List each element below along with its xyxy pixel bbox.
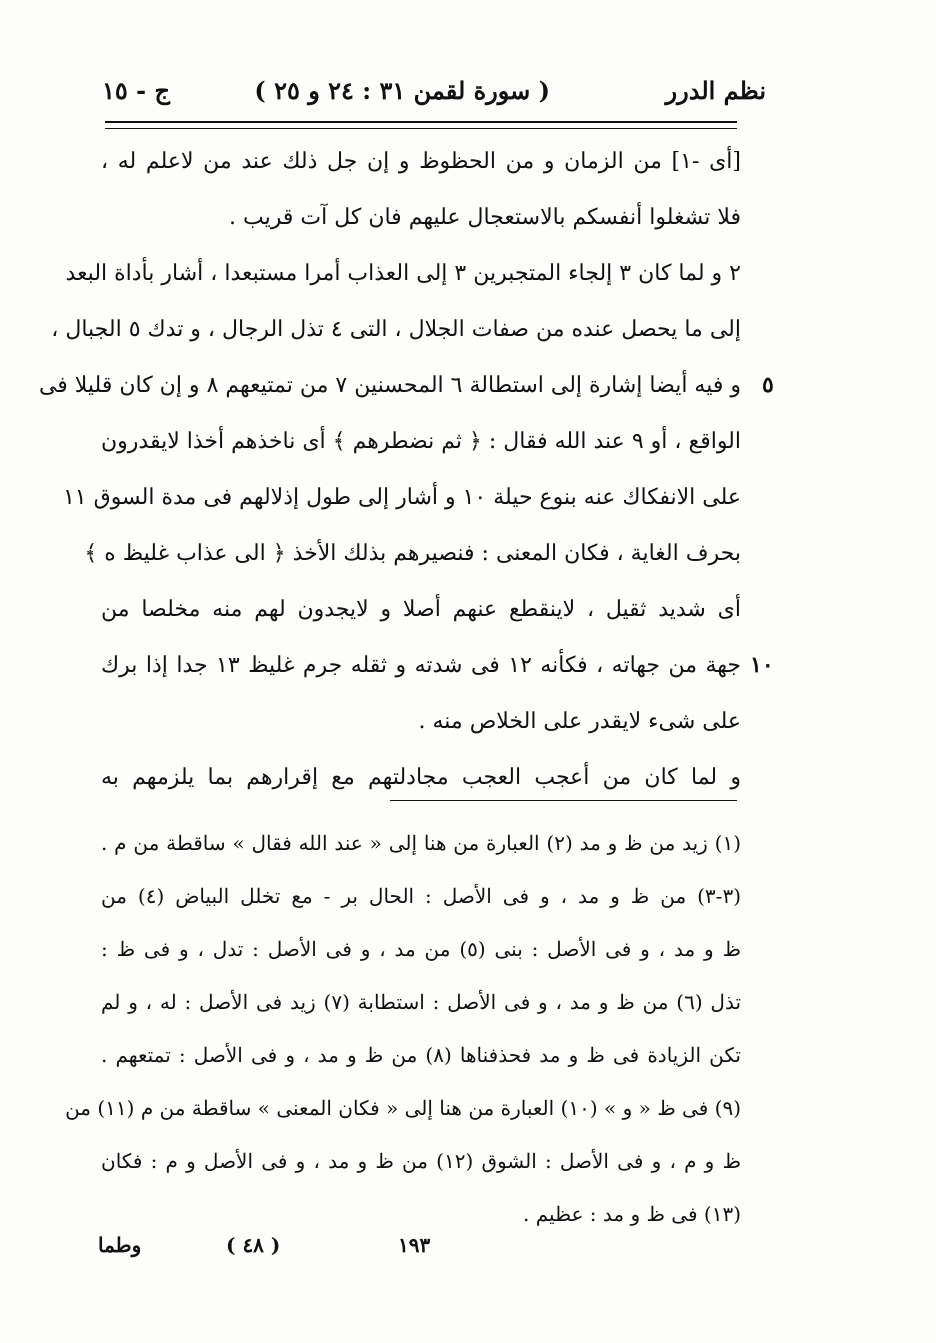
footnote-line: تذل (٦) من ظ و مد ، و فى الأصل : استطابة (٧) زيد فى الأصل : له ، و لم [101, 990, 742, 1014]
footnote-line: (٣-٣) من ظ و مد ، و فى الأصل : الحال بر - مع تخلل البياض (٤) من [101, 884, 741, 908]
book-title: نظم الدرر [665, 76, 766, 105]
body-line: فلا تشغلوا أنفسكم بالاستعجال عليهم فان كل آت قريب . [229, 205, 741, 230]
page-number: ١٩٣ [398, 1233, 431, 1257]
body-line: و لما كان من أعجب العجب مجادلتهم مع إقرارهم بما يلزمهم به [101, 765, 741, 790]
body-line: إلى ما يحصل عنده من صفات الجلال ، التى ٤ تذل الرجال ، و تدك ٥ الجبال ، [51, 317, 741, 342]
line-number-5: ٥ [762, 372, 774, 398]
body-line: [أى -١] من الزمان و من الحظوظ و إن جل ذلك عند من لاعلم له ، [101, 149, 741, 174]
footnote-line: (١٣) فى ظ و مد : عظيم . [523, 1202, 741, 1226]
footnote-line: (٩) فى ظ « و » (١٠) العبارة من هنا إلى « فكان المعنى » ساقطة من م (١١) من [65, 1096, 741, 1120]
body-line: الواقع ، أو ٩ عند الله فقال : ﴿ ثم نضطرهم ﴾ أى ناخذهم أخذا لايقدرون [101, 429, 741, 454]
footnote-line: ظ و م ، و فى الأصل : الشوق (١٢) من ظ و مد ، و فى الأصل و م : فكان [101, 1149, 741, 1173]
body-line: ٢ و لما كان ٣ إلجاء المتجبرين ٣ إلى العذاب أمرا مستبعدا ، أشار بأداة البعد [65, 261, 741, 286]
body-line: أى شديد ثقيل ، لاينقطع عنهم أصلا و لايجدون لهم منه مخلصا من [101, 597, 741, 622]
part-number: ج - ١٥ [102, 76, 170, 105]
catchword: وطما [98, 1233, 142, 1257]
body-line: على الانفكاك عنه بنوع حيلة ١٠ و أشار إلى طول إذلالهم فى مدة السوق ١١ [62, 485, 741, 510]
body-line: جهة من جهاته ، فكأنه ١٢ فى شدته و ثقله جرم غليظ ١٣ جدا إذا برك [101, 653, 742, 678]
sura-reference: ( سورة لقمن ٣١ : ٢٤ و ٢٥ ) [254, 76, 550, 105]
footnote-line: تكن الزيادة فى ظ و مد فحذفناها (٨) من ظ و مد ، و فى الأصل : تمتعهم . [101, 1043, 741, 1067]
body-line: بحرف الغاية ، فكان المعنى : فنصيرهم بذلك الأخذ ﴿ الى عذاب غليظ ه ﴾ [84, 541, 741, 566]
header-rule-thin [105, 128, 737, 129]
line-number-10: ١٠ [750, 652, 774, 678]
footnote-line: ظ و مد ، و فى الأصل : بنى (٥) من مد ، و فى الأصل : تدل ، و فى ظ : [101, 937, 741, 961]
footnote-line: (١) زيد من ظ و مد (٢) العبارة من هنا إلى « عند الله فقال » ساقطة من م . [101, 831, 741, 855]
footnote-separator [390, 800, 737, 801]
signature-mark: ( ٤٨ ) [226, 1233, 281, 1257]
body-line: و فيه أيضا إشارة إلى استطالة ٦ المحسنين ٧ من تمتيعهم ٨ و إن كان قليلا فى [38, 373, 741, 398]
body-line: على شىء لايقدر على الخلاص منه . [418, 709, 741, 734]
header-rule [105, 121, 737, 123]
